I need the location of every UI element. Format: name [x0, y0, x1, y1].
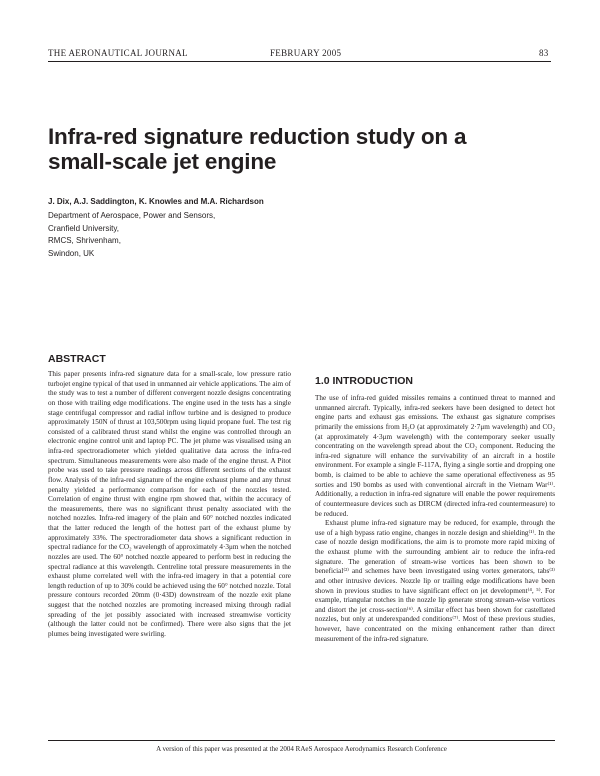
affiliation-line: RMCS, Shrivenham, — [48, 236, 121, 245]
footnote: A version of this paper was presented at the 2004 RAeS Aerospace Aerodynamics Research Conference — [156, 745, 447, 753]
affiliation — [48, 210, 215, 260]
title-line-2: small-scale jet engine — [48, 149, 277, 174]
introduction-heading: 1.0 INTRODUCTION — [315, 375, 414, 387]
introduction-paragraph: The use of infra-red guided missiles remains a continued threat to manned and unmanned aircraft. Typically, infra-red seekers have been designed to detect hot engine parts and exhaust gas emissions. The exhaust gas signature comprises primarily the emissions from H₂O (at approximately 2·7μm wavelength) and CO₂ (at approximately 4·3μm wavelength) with the contemporary seeker usually concentrating on the wavelength spread about the CO₂ component. Reducing the infra-red signature will enhance the survivability of an aircraft in a hostile environment. For example a single F-117A, flying a single sortie and dropping one bomb, is claimed to be able to achieve the same operational effectiveness as 95 sorties and 190 bombs as used with conventional aircraft in the Vietnam War⁽¹⁾. Additionally, a reduction in infra-red signature will enable the power requirements of countermeasure devices such as DIRCM (directed infra-red countermeasure) to be reduced. — [315, 394, 555, 518]
authors: J. Dix, A.J. Saddington, K. Knowles and M.A. Richardson — [48, 197, 264, 206]
affiliation-line: Department of Aerospace, Power and Sensors, — [48, 211, 216, 220]
title-line-1: Infra-red signature reduction study on a — [48, 124, 467, 149]
paper-title — [48, 124, 548, 174]
issue-date: FEBRUARY 2005 — [270, 48, 342, 58]
page-number: 83 — [539, 48, 549, 58]
abstract-body — [48, 370, 291, 640]
footnote-rule — [48, 740, 555, 741]
affiliation-line: Cranfield University, — [48, 223, 119, 233]
abstract-text: This paper presents infra-red signature data for a small-scale, low pressure ratio turbojet engine typical of that used in unmanned air vehicle applications. The aim of the study was to test a number of different convergent nozzle designs concentrating on those with trailing edge modifications. The engine used in the tests has a single stage centrifugal compressor and radial inflow turbine and is designed to produce approximately 150N of thrust at 103,500rpm using liquid propane fuel. The test rig consisted of a calibrated thrust stand whilst the engine was controlled through an electronic engine control unit and laptop PC. The jet plume was visualised using an infra-red spectroradiometer which yielded qualitative data across the infra-red spectrum. Simultaneous measurements were also made of the engine thrust. A Pitot probe was used to take pressure readings across different sections of the exhaust flow. Analysis of the infra-red signature of the engine exhaust plume and any thrust penalty yielded a performance comparison for each of the nozzles tested. Correlation of engine thrust with engine rpm showed that, within the accuracy of the measurements, there was no significant thrust penalty associated with the notched nozzles. Infra-red imagery of the plain and 60° notched nozzles indicated that the latter reduced the length of the hottest part of the exhaust plume by approximately 33%. The spectroradiometer data shows a significant reduction in spectral radiance for the CO₂ wavelength of approximately 4·3μm when the notched nozzles are used. The 60° notched nozzle appeared to perform best in reducing the spectral radiance at this wavelength. Centreline total pressure measurements in the exhaust plume correlated well with the infra-red imagery in that a potential core length reduction of up to 30% could be achieved using the 60° notched nozzle. Total pressure contours recorded 20mm (0·43D) downstream of the nozzle exit plane suggest that the notched nozzles are promoting increased mixing through radial spreading of the jet possibly associated with increased streamwise vorticity (although the latter could not be confirmed). There were also signs that the jet plumes being investigated were swirling. — [48, 370, 291, 638]
introduction-paragraph: Exhaust plume infra-red signature may be reduced, for example, through the use of a high bypass ratio engine, changes in nozzle design and shielding⁽¹⁾. In the case of nozzle design modifications, the aim is to promote more rapid mixing of the exhaust plume with the surrounding ambient air to reduce the infra-red signature. The generation of stream-wise vortices has been shown to be beneficial⁽²⁾ and schemes have been investigated using vortex generators, tabs⁽³⁾ and other intrusive devices. Nozzle lip or trailing edge modifications have been shown in previous studies to have significant effect on jet development⁽⁴, ⁵⁾. For example, triangular notches in the nozzle lip generate strong stream-wise vortices and distort the jet cross-section⁽⁶⁾. A similar effect has been shown for castellated nozzles, but only at underexpanded conditions⁽⁷⁾. Most of these previous studies, however, have concentrated on the mixing enhancement rather than direct measurement of the infra-red signature. — [315, 519, 555, 643]
journal-name: THE AERONAUTICAL JOURNAL — [48, 48, 188, 58]
affiliation-line: Swindon, UK — [48, 248, 95, 258]
abstract-heading: ABSTRACT — [48, 353, 106, 365]
introduction-body — [315, 394, 555, 644]
header-rule — [48, 61, 551, 62]
